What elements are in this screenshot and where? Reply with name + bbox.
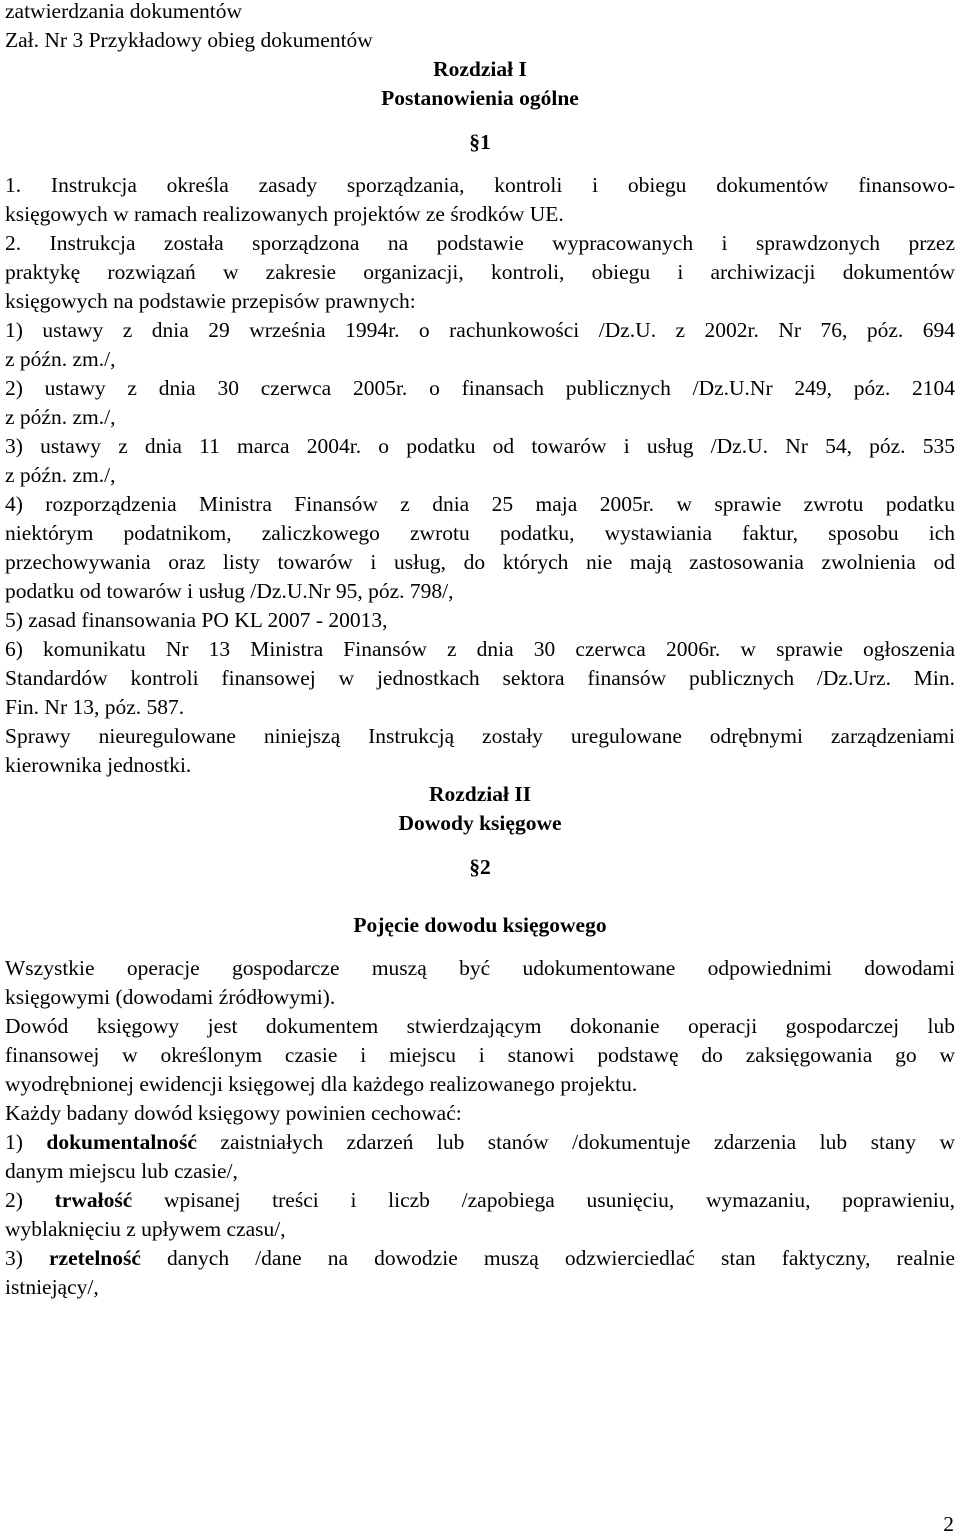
feature-1-line-1	[5, 1128, 955, 1157]
feature-3-line-2: istniejący/,	[5, 1275, 99, 1299]
legal-basis-item-4-line-3: przechowywania oraz listy towarów i usług, do których nie mają zastosowania zwolnienia od	[5, 550, 955, 574]
header-line-2: Zał. Nr 3 Przykładowy obieg dokumentów	[5, 28, 373, 52]
section-2-mark: §2	[469, 855, 491, 879]
chapter-1-title: Rozdział I	[433, 57, 527, 81]
s2-paragraph-3-line-1: Każdy badany dowód księgowy powinien cechować:	[5, 1101, 462, 1125]
legal-basis-item-1-line-1: 1) ustawy z dnia 29 września 1994r. o rachunkowości /Dz.U. z 2002r. Nr 76, póz. 694	[5, 318, 955, 342]
legal-basis-item-4-line-1: 4) rozporządzenia Ministra Finansów z dnia 25 maja 2005r. w sprawie zwrotu podatku	[5, 492, 955, 516]
legal-basis-item-1-line-2: z późn. zm./,	[5, 347, 116, 371]
s1-paragraph-1-line-1: 1. Instrukcja określa zasady sporządzania, kontroli i obiegu dokumentów finansowo-	[5, 173, 955, 197]
s2-paragraph-2-line-2: finansowej w określonym czasie i miejscu i stanowi podstawę do zaksięgowania go w	[5, 1043, 955, 1067]
legal-basis-item-6-line-1: 6) komunikatu Nr 13 Ministra Finansów z dnia 30 czerwca 2006r. w sprawie ogłoszenia	[5, 637, 955, 661]
feature-2-term: trwałość	[54, 1188, 133, 1212]
legal-basis-item-3-line-2: z późn. zm./,	[5, 463, 116, 487]
s1-paragraph-2-line-1: 2. Instrukcja została sporządzona na podstawie wypracowanych i sprawdzonych przez	[5, 231, 955, 255]
feature-2-line-1	[5, 1186, 955, 1215]
chapter-2-subtitle: Dowody księgowe	[398, 811, 562, 835]
legal-basis-item-4-line-2: niektórym podatnikom, zaliczkowego zwrotu podatku, wystawiania faktur, sposobu ich	[5, 521, 955, 545]
feature-1-term: dokumentalność	[46, 1130, 197, 1154]
s1-paragraph-2-line-2: praktykę rozwiązań w zakresie organizacji, kontroli, obiegu i archiwizacji dokumentów	[5, 260, 955, 284]
document-page	[5, 0, 955, 1302]
feature-2-number: 2)	[5, 1188, 23, 1212]
section-1-mark: §1	[469, 130, 491, 154]
feature-1-line-2: danym miejscu lub czasie/,	[5, 1159, 238, 1183]
s2-paragraph-2-line-1: Dowód księgowy jest dokumentem stwierdzającym dokonanie operacji gospodarczej lub	[5, 1014, 955, 1038]
s2-paragraph-1-line-1: Wszystkie operacje gospodarcze muszą być udokumentowane odpowiednimi dowodami	[5, 956, 955, 980]
s1-paragraph-2-line-3: księgowych na podstawie przepisów prawnych:	[5, 289, 416, 313]
legal-basis-item-2-line-2: z późn. zm./,	[5, 405, 116, 429]
legal-basis-item-6-line-3: Fin. Nr 13, póz. 587.	[5, 695, 185, 719]
s1-closing-line-1: Sprawy nieuregulowane niniejszą Instrukcją zostały uregulowane odrębnymi zarządzeniami	[5, 724, 955, 748]
page-number: 2	[943, 1512, 954, 1536]
chapter-2-title: Rozdział II	[428, 782, 532, 806]
feature-3-line-1	[5, 1244, 955, 1273]
s2-paragraph-2-line-3: wyodrębnionej ewidencji księgowej dla każdego realizowanego projektu.	[5, 1072, 638, 1096]
legal-basis-item-6-line-2: Standardów kontroli finansowej w jednostkach sektora finansów publicznych /Dz.Urz. Min.	[5, 666, 955, 690]
legal-basis-item-3-line-1: 3) ustawy z dnia 11 marca 2004r. o podatku od towarów i usług /Dz.U. Nr 54, póz. 535	[5, 434, 955, 458]
feature-3-description: danych /dane na dowodzie muszą odzwierciedlać stan faktyczny, realnie	[167, 1246, 955, 1270]
legal-basis-item-5-line-1: 5) zasad finansowania PO KL 2007 - 20013,	[5, 608, 388, 632]
s2-paragraph-1-line-2: księgowymi (dowodami źródłowymi).	[5, 985, 336, 1009]
feature-1-description: zaistniałych zdarzeń lub stanów /dokumentuje zdarzenia lub stany w	[220, 1130, 955, 1154]
section-2-heading: Pojęcie dowodu księgowego	[353, 913, 607, 937]
s1-closing-line-2: kierownika jednostki.	[5, 753, 192, 777]
header-line-1: zatwierdzania dokumentów	[5, 0, 243, 23]
chapter-1-subtitle: Postanowienia ogólne	[381, 86, 579, 110]
s1-paragraph-1-line-2: księgowych w ramach realizowanych projektów ze środków UE.	[5, 202, 564, 226]
feature-1-number: 1)	[5, 1130, 23, 1154]
feature-2-line-2: wyblaknięciu z upływem czasu/,	[5, 1217, 286, 1241]
feature-3-term: rzetelność	[49, 1246, 141, 1270]
feature-3-number: 3)	[5, 1246, 23, 1270]
legal-basis-item-2-line-1: 2) ustawy z dnia 30 czerwca 2005r. o finansach publicznych /Dz.U.Nr 249, póz. 2104	[5, 376, 955, 400]
feature-2-description: wpisanej treści i liczb /zapobiega usunięciu, wymazaniu, poprawieniu,	[164, 1188, 955, 1212]
legal-basis-item-4-line-4: podatku od towarów i usług /Dz.U.Nr 95, póz. 798/,	[5, 579, 454, 603]
